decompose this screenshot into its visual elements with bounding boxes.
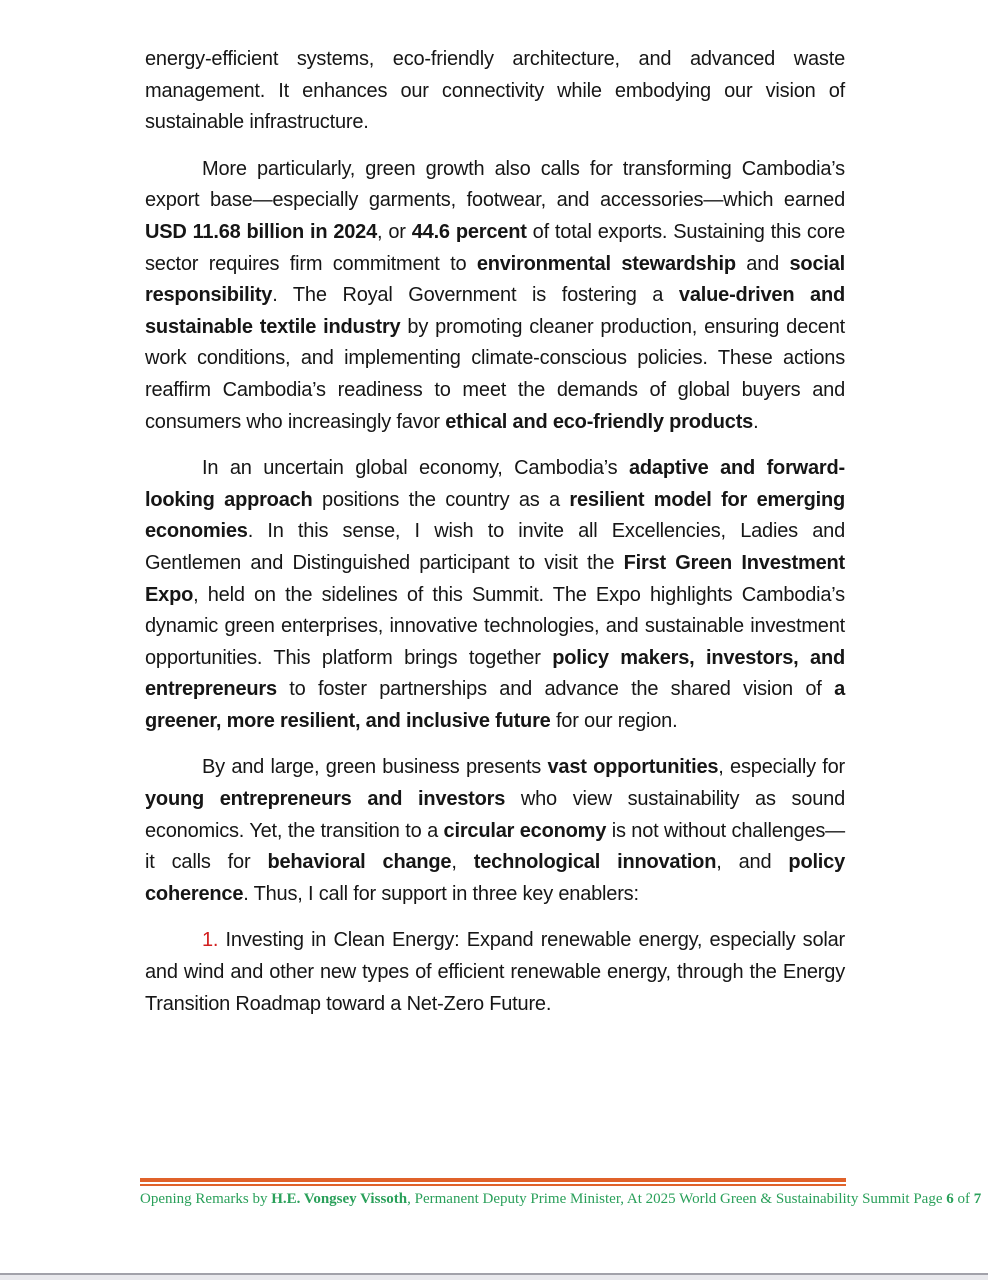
text-run: of total exports. Sustaining this core sector requires firm commitment to [145, 220, 845, 275]
text-run: First Green Investment Expo [145, 551, 845, 606]
text-run: More particularly, green growth also calls for transforming Cambodia’s export base—especially garments, footwear, and accessories—which earned [145, 157, 845, 212]
text-run: and [735, 252, 790, 275]
text-run: positions the country as a [312, 488, 570, 511]
text-run: technological innovation [473, 851, 717, 874]
paragraph [145, 752, 845, 910]
text-run: value-driven and sustainable textile industry [145, 284, 845, 338]
text-run: young entrepreneurs and investors [145, 788, 506, 811]
text-run: of [953, 1191, 974, 1207]
paragraph [145, 453, 845, 737]
text-run: by promoting cleaner production, ensuring decent work conditions, and implementing climate-conscious policies. These actions reaffirm Cambodia’s readiness to meet the demands of global buyers and consumers who increasingly favor [145, 315, 845, 433]
footer-divider [140, 1178, 846, 1186]
paragraph [145, 925, 845, 1020]
text-run: behavioral change [267, 851, 452, 874]
list-number: 1. [202, 929, 219, 952]
text-run: environmental stewardship [476, 252, 736, 275]
text-run: . [753, 410, 759, 433]
page-footer [140, 1178, 982, 1209]
text-run: a greener, more resilient, and inclusive future [145, 678, 845, 732]
text-run: . In this sense, I wish to invite all Excellencies, Ladies and Gentlemen and Distinguished participant to visit the [145, 520, 845, 574]
text-run: , especially for [718, 756, 846, 779]
text-run: ethical and eco-friendly products [445, 410, 754, 433]
text-run: By and large, green business presents [202, 756, 548, 779]
text-run: circular economy [443, 819, 607, 842]
document-body [145, 44, 845, 1035]
footer-text [140, 1189, 982, 1209]
text-run: , held on the sidelines of this Summit. The Expo highlights Cambodia’s dynamic green enterprises, innovative technologies, and sustainable investment opportunities. This platform brings together [145, 583, 845, 669]
text-run: . The Royal Government is fostering a [272, 284, 679, 307]
text-run: policy coherence [145, 851, 846, 905]
text-run: 6 [946, 1191, 954, 1207]
text-run: 44.6 percent [411, 220, 527, 243]
text-run: for our region. [550, 709, 678, 732]
text-run: social responsibility [145, 252, 845, 307]
text-run: 7 [973, 1191, 982, 1207]
text-run: Investing in Clean Energy: Expand renewable energy, especially solar and wind and other new types of efficient renewable energy, through the Energy Transition Roadmap toward a Net-Zero Future. [145, 929, 845, 1015]
text-run: energy-efficient systems, eco-friendly architecture, and advanced waste management. It enhances our connectivity while embodying our vision of sustainable infrastructure. [145, 48, 845, 134]
text-run: adaptive and forward-looking approach [145, 457, 845, 511]
text-run: resilient model for emerging economies [145, 488, 846, 543]
text-run: , and [716, 851, 789, 874]
text-run: USD 11.68 billion in 2024 [145, 220, 378, 243]
paragraph [145, 44, 845, 139]
page-edge [0, 1273, 988, 1280]
text-run: , Permanent Deputy Prime Minister, At 2025 World Green & Sustainability Summit Page [407, 1191, 947, 1207]
paragraph [145, 154, 845, 438]
text-run: , or [377, 220, 412, 243]
text-run: who view sustainability as sound economics. Yet, the transition to a [145, 788, 846, 842]
text-run: to foster partnerships and advance the shared vision of [276, 678, 835, 701]
text-run: policy makers, investors, and entrepreneurs [145, 646, 845, 701]
text-run: H.E. Vongsey Vissoth [271, 1191, 408, 1207]
text-run: vast opportunities [547, 756, 719, 779]
text-run: is not without challenges—it calls for [145, 819, 845, 874]
text-run: . Thus, I call for support in three key enablers: [243, 882, 639, 905]
text-run: Opening Remarks by [140, 1191, 272, 1207]
text-run: In an uncertain global economy, Cambodia’s [202, 457, 629, 480]
text-run: , [451, 851, 474, 874]
